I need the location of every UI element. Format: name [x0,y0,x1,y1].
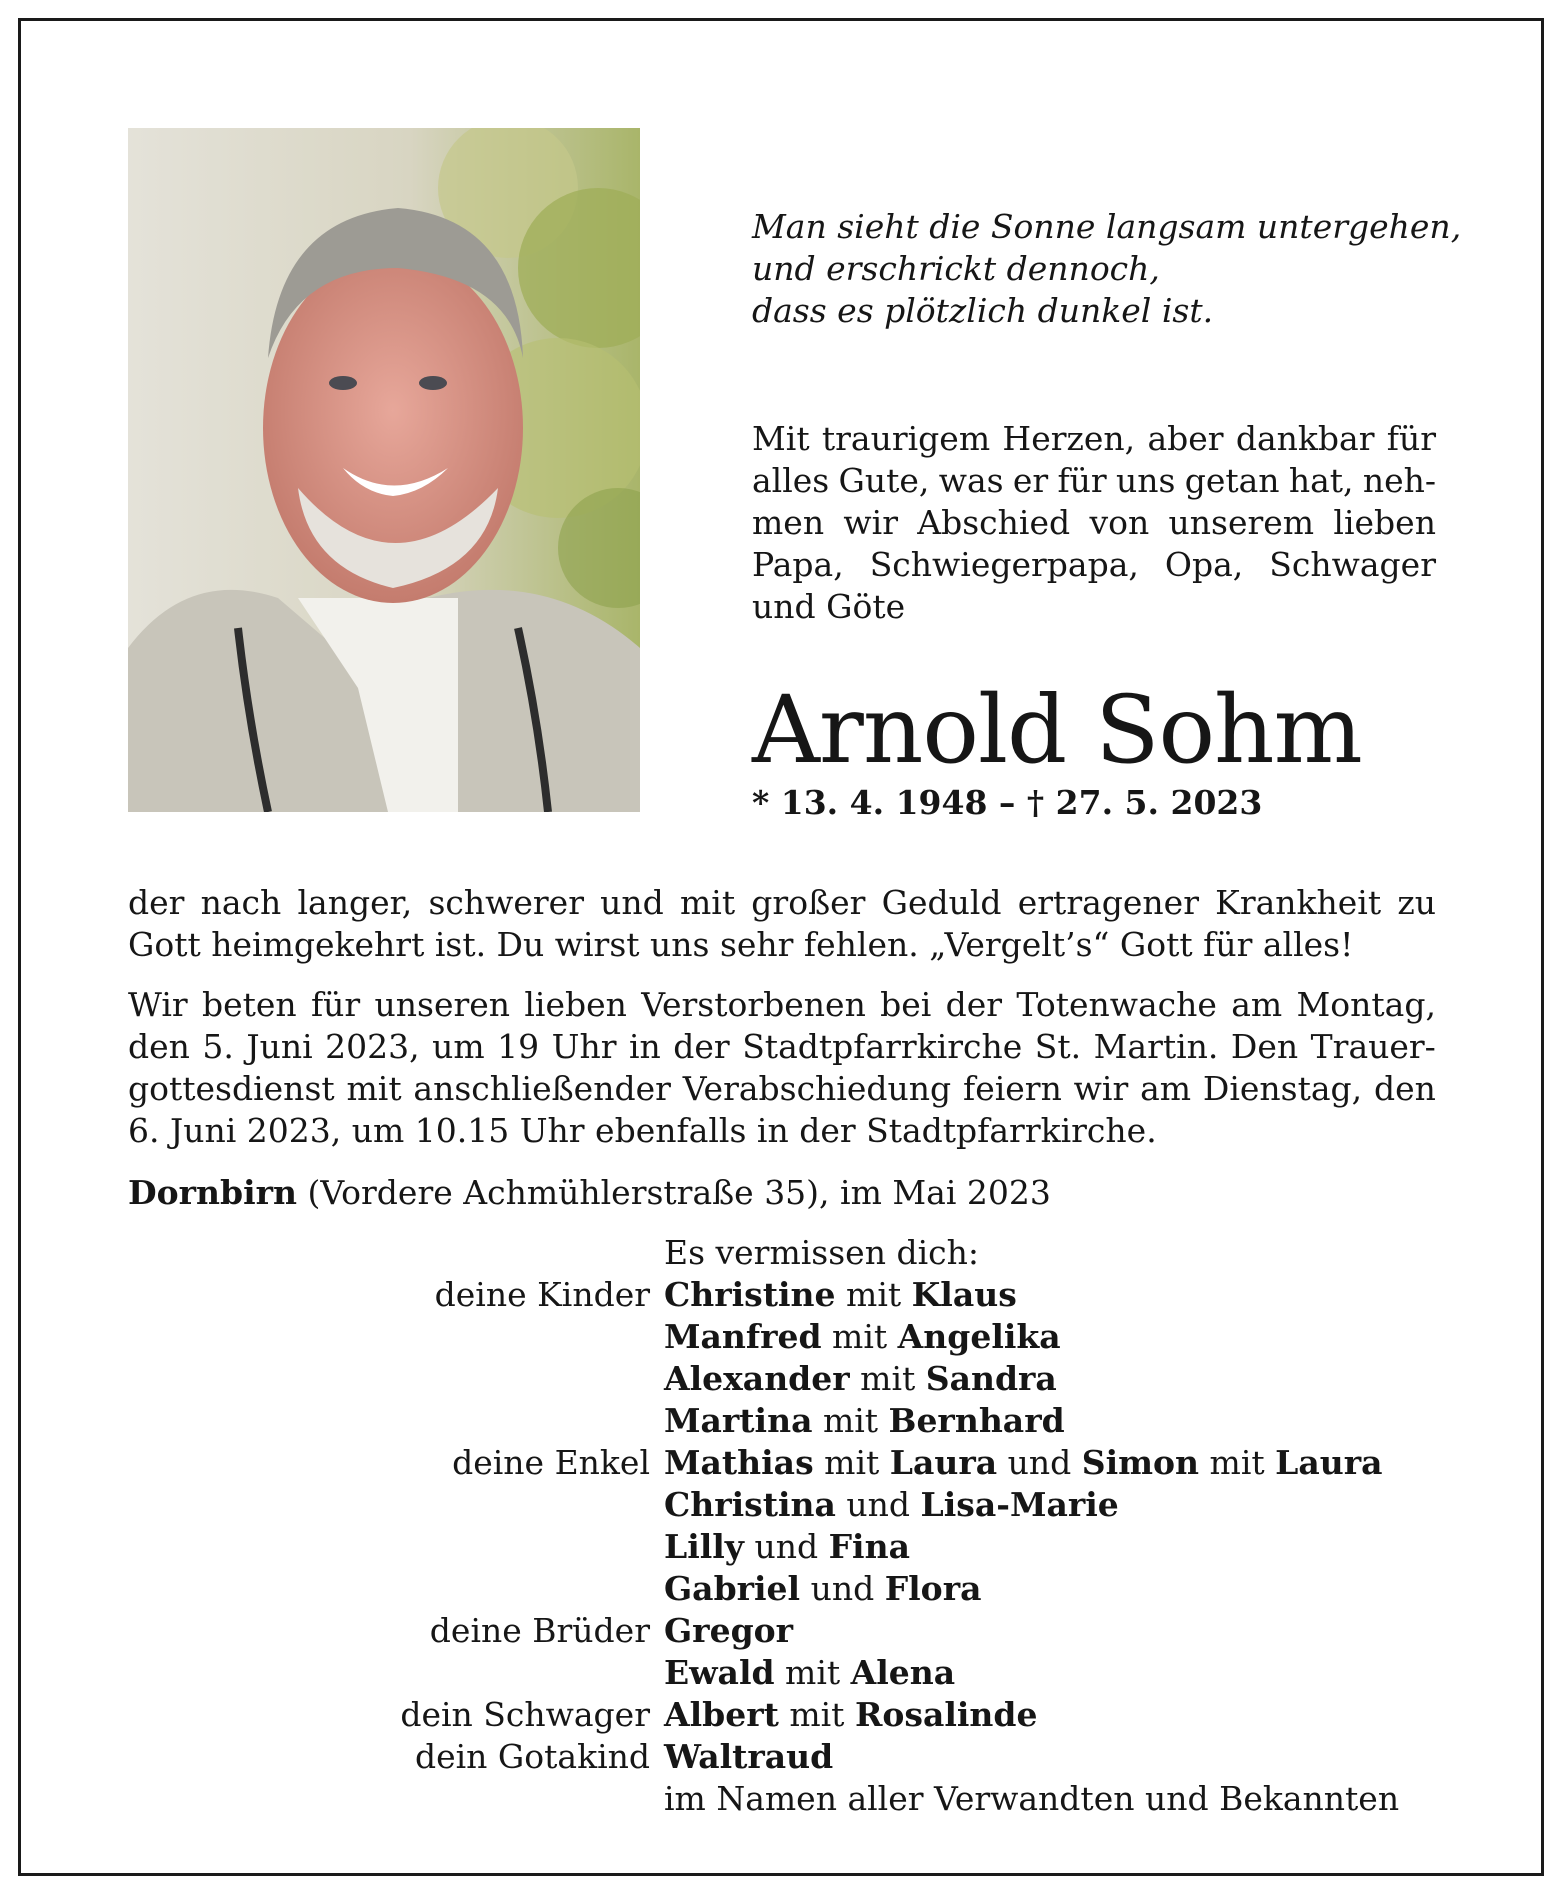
mourner-name: Rosalinde [854,1695,1038,1734]
mourner-row [128,1358,1436,1400]
relation-label [128,1358,664,1400]
mourner-names [664,1358,1436,1400]
mourner-names [664,1736,1436,1778]
word: ertragener [1017,883,1199,922]
mourner-row [128,1442,1436,1484]
word: für [310,985,361,1024]
mourner-names [664,1400,1436,1442]
word: feiern [962,1069,1062,1108]
mourner-row [128,1316,1436,1358]
word: Abschied [917,503,1071,542]
connector-text: mit [835,1275,912,1314]
mourner-name: Ewald [664,1653,775,1692]
mourner-name: Manfred [664,1317,822,1356]
word: in [628,1027,661,1066]
word: der [128,883,185,922]
connector-text: mit [812,1401,889,1440]
relation-label [128,1568,664,1610]
word: beten [201,985,297,1024]
word: Schwager [1269,545,1436,584]
word: der [673,1027,730,1066]
word: für [1386,419,1436,458]
mourner-row [128,1568,1436,1610]
mourner-name: Simon [1081,1443,1200,1482]
word: Mit [752,419,810,458]
mourner-name: Gabriel [664,1569,801,1608]
word: Gott heimgekehrt ist. Du wirst uns sehr fehlen. „Vergelt’s“ Gott für alles! [128,925,1354,964]
relation-label: deine Brüder [429,1611,650,1650]
portrait-photo [128,128,640,812]
deceased-name: Arnold Sohm [752,676,1362,785]
word: was [938,461,1004,500]
word: Den [1230,1027,1299,1066]
mourner-names [664,1274,1436,1316]
word: lieben [1333,503,1436,542]
word: schwerer [428,883,584,922]
word: er [1012,461,1049,500]
word: Juni [246,1027,313,1066]
service-paragraph [128,984,1436,1152]
word: Schwiegerpapa, [869,545,1139,584]
word: gottesdienst [128,1069,335,1108]
text-line [128,1110,1436,1152]
word: traurigem [821,419,991,458]
word: Trauer- [1310,1027,1436,1066]
text-line [752,502,1436,544]
mourner-names [664,1484,1436,1526]
connector-text: und [997,1443,1082,1482]
mourner-name: Klaus [911,1275,1017,1314]
connector-text: mit [849,1359,926,1398]
word: St. [1034,1027,1082,1066]
mourner-name: Albert [664,1695,779,1734]
text-line [752,418,1436,460]
relation-label: dein Schwager [400,1695,650,1734]
mourner-name: Mathias [664,1443,814,1482]
mourner-name: Alena [850,1653,956,1692]
word: 2023, [325,1027,420,1066]
connector-text: und [800,1569,885,1608]
relation-label: dein Gotakind [414,1737,650,1776]
text-line [128,882,1436,924]
word: am [1140,1069,1192,1108]
word: uns [1115,461,1176,500]
word: Geduld [881,883,1002,922]
quote-line: dass es plötzlich dunkel ist. [752,291,1214,330]
mourner-row [128,1610,1436,1652]
mourner-name: Sandra [925,1359,1057,1398]
place-address-date: (Vordere Achmühlerstraße 35), im Mai 2023 [297,1173,1051,1212]
mourners-header: Es vermissen dich: [664,1233,979,1272]
mourner-name: Gregor [664,1611,794,1650]
life-dates: * 13. 4. 1948 – † 27. 5. 2023 [752,783,1263,822]
word: den [128,1027,190,1066]
connector-text: mit [821,1317,898,1356]
relation-label [128,1316,664,1358]
word: und Göte [752,587,906,626]
mourner-name: Laura [1275,1443,1383,1482]
place-date-line [128,1172,1436,1214]
connector-text: mit [1199,1443,1276,1482]
word: Montag, [1296,985,1436,1024]
word: men [752,503,825,542]
text-line [128,924,1436,966]
text-line [752,460,1436,502]
mourner-names [664,1316,1436,1358]
intro-paragraph [752,418,1436,628]
mourner-name: Flora [884,1569,982,1608]
relation-label: deine Kinder [434,1275,650,1314]
relation-label [128,1652,664,1694]
connector-text: im Namen aller Verwandten und Bekannten [664,1779,1400,1818]
mourner-names [664,1652,1436,1694]
mourner-name: Christine [664,1275,836,1314]
mourner-name: Laura [889,1443,998,1482]
word: langer, [297,883,413,922]
mourner-name: Angelika [897,1317,1061,1356]
mourner-name: Christina [664,1485,836,1524]
illness-paragraph [128,882,1436,966]
text-line [128,984,1436,1026]
word: Totenwache [1016,985,1217,1024]
word: Verabschiedung [682,1069,952,1108]
mourner-row [128,1484,1436,1526]
quote-line: und erschrickt dennoch, [752,249,1160,288]
mourner-names [664,1610,1436,1652]
mourners-list [128,1232,1436,1820]
word: mit [680,883,736,922]
word: lieben [524,985,627,1024]
word: Dienstag, [1202,1069,1363,1108]
word: Gute, [838,461,930,500]
mourner-names [664,1526,1436,1568]
word: unserem [1168,503,1315,542]
relation-label [128,1400,664,1442]
word: am [1231,985,1283,1024]
connector-text: mit [778,1695,855,1734]
relation-label [128,1484,664,1526]
mourner-row [128,1736,1436,1778]
mourner-row [128,1274,1436,1316]
mourner-name: Lilly [664,1527,744,1566]
mourner-name: Lisa-Marie [920,1485,1119,1524]
mourner-row [128,1526,1436,1568]
mourner-names [664,1442,1436,1484]
word: nach [200,883,282,922]
word: den [1373,1069,1436,1108]
mourner-row [128,1400,1436,1442]
word: neh- [1362,461,1436,500]
mourner-names [664,1694,1436,1736]
word: und [600,883,664,922]
relation-label [128,1526,664,1568]
mourner-name: Alexander [664,1359,850,1398]
word: zu [1397,883,1436,922]
word: aber [1147,419,1224,458]
mourner-name: Bernhard [888,1401,1065,1440]
word: Herzen, [1002,419,1136,458]
word: Uhr [551,1027,617,1066]
quote-line: Man sieht die Sonne langsam untergehen, [752,207,1462,246]
word: bei [880,985,932,1024]
mourner-names [664,1568,1436,1610]
word: Stadtpfarrkirche [742,1027,1023,1066]
text-line [128,1068,1436,1110]
word: Papa, [752,545,844,584]
word: anschließender [413,1069,671,1108]
connector-text: und [744,1527,829,1566]
mourner-row [128,1652,1436,1694]
connector-text: und [835,1485,921,1524]
mourner-name: Martina [664,1401,813,1440]
connector-text: mit [774,1653,851,1692]
word: um [432,1027,485,1066]
portrait-illustration [128,128,640,812]
word: wir [1073,1069,1129,1108]
word: wir [843,503,898,542]
relation-label [128,1778,664,1820]
word: Martin. [1093,1027,1219,1066]
mourner-names [664,1778,1436,1820]
connector-text: mit [813,1443,890,1482]
text-line [752,586,1436,628]
word: von [1089,503,1150,542]
word: hat, [1288,461,1354,500]
word: für [1057,461,1107,500]
word: großer [751,883,866,922]
word: 6. Juni 2023, um 10.15 Uhr ebenfalls in der Stadtpfarrkirche. [128,1111,1157,1150]
mourner-name: Waltraud [664,1737,834,1776]
mourner-row [128,1778,1436,1820]
mourners-header-row [128,1232,1436,1274]
mourner-name: Fina [828,1527,910,1566]
quote-block [752,206,1462,332]
relation-label: deine Enkel [452,1443,650,1482]
word: der [945,985,1003,1024]
word: unseren [374,985,511,1024]
word: Verstorbenen [641,985,866,1024]
word: dankbar [1235,419,1375,458]
word: 19 [497,1027,540,1066]
word: alles [752,461,830,500]
text-line [752,544,1436,586]
place-city: Dornbirn [128,1173,297,1212]
mourner-row [128,1694,1436,1736]
word: Wir [128,985,188,1024]
word: 5. [202,1027,234,1066]
word: Opa, [1164,545,1244,584]
word: Krankheit [1215,883,1382,922]
word: getan [1184,461,1280,500]
text-line [128,1026,1436,1068]
word: mit [346,1069,402,1108]
